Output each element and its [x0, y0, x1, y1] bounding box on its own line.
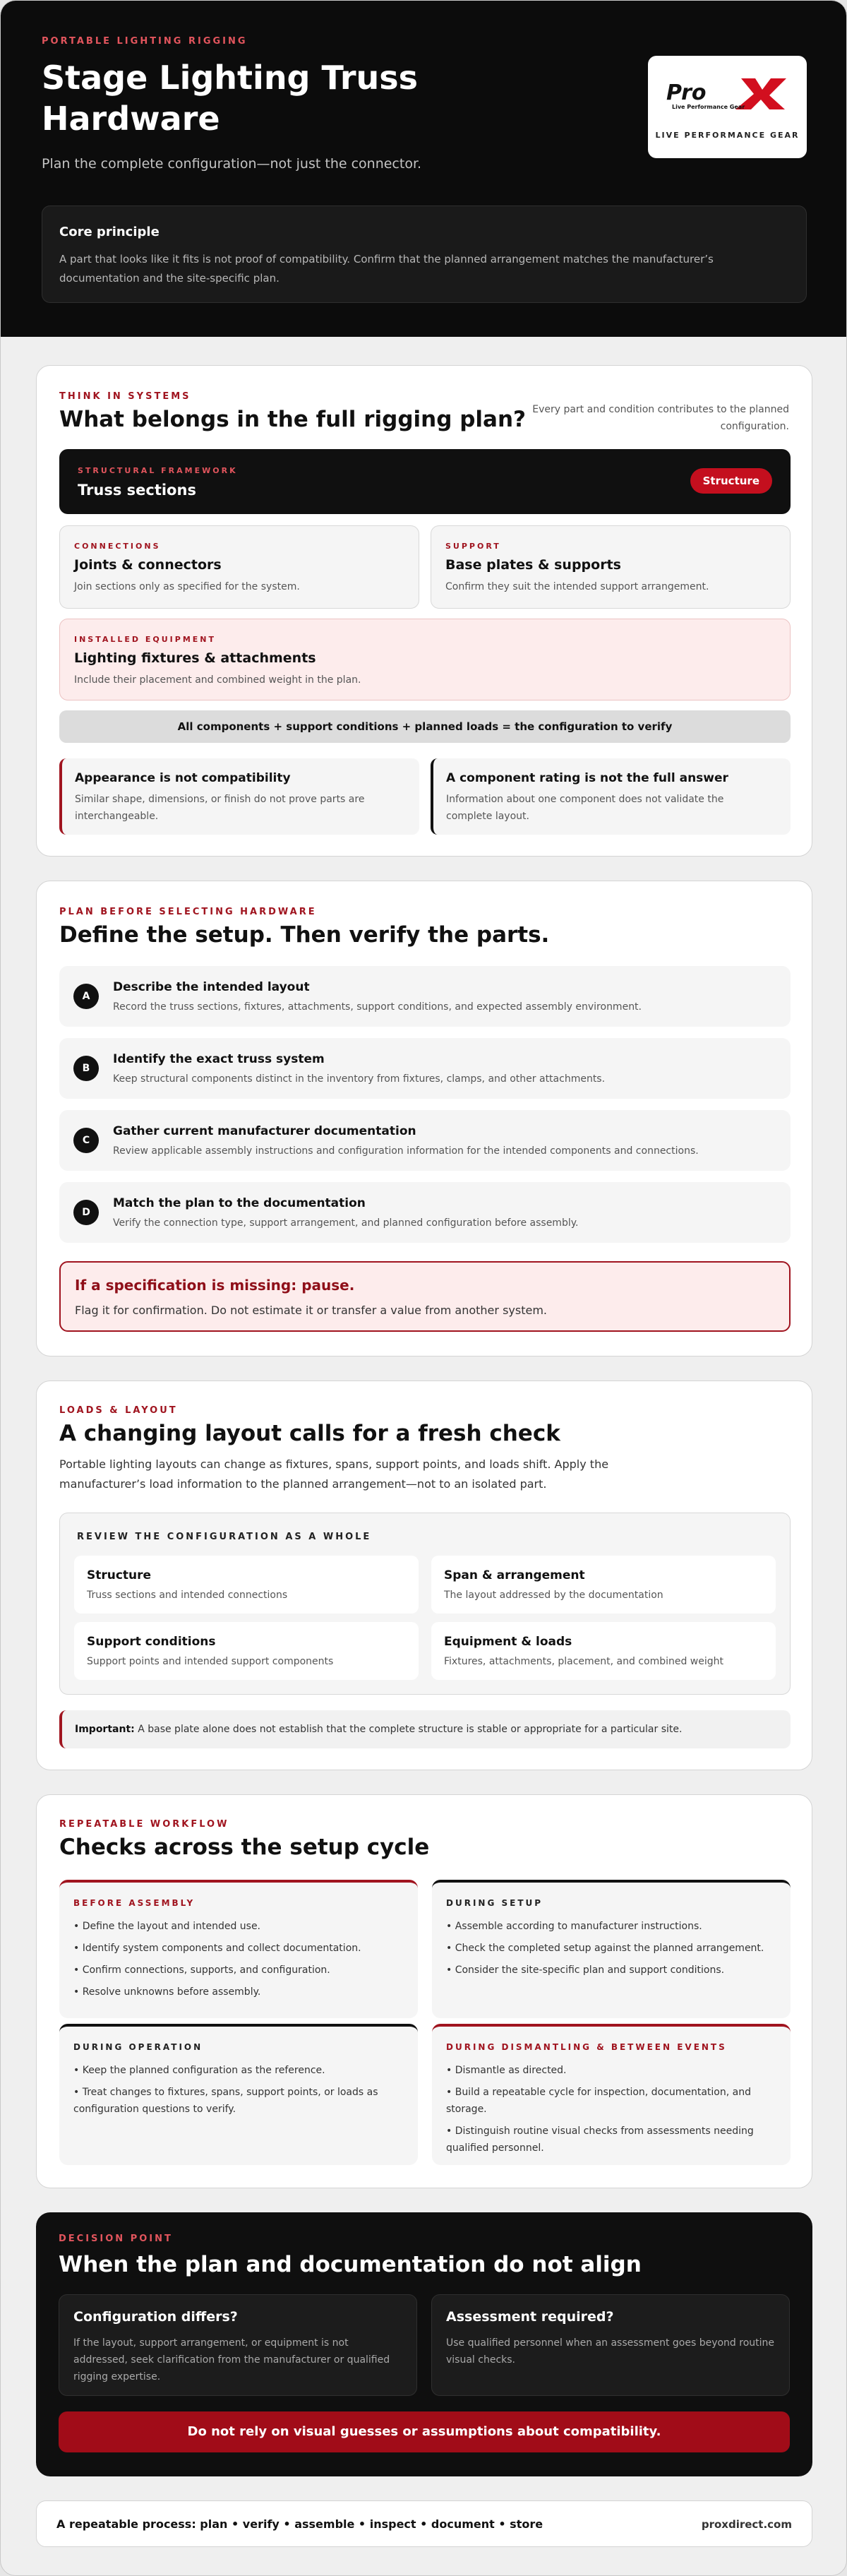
appearance-note-body: Similar shape, dimensions, or finish do not prove parts are interchangeable.	[75, 794, 365, 822]
step-b	[59, 1038, 791, 1099]
core-principle-title: Core principle	[59, 225, 160, 239]
configuration-differs-title: Configuration differs?	[73, 2309, 238, 2325]
dismantling-title: DURING DISMANTLING & BETWEEN EVENTS	[446, 2042, 727, 2052]
list-item: • Confirm connections, supports, and configuration.	[73, 1964, 330, 1976]
step-c	[59, 1110, 791, 1171]
list-item: • Build a repeatable cycle for inspection, documentation, and storage.	[446, 2087, 751, 2115]
workflow-eyebrow: REPEATABLE WORKFLOW	[59, 1819, 229, 1830]
core-principle-body: A part that looks like it fits is not proof of compatibility. Confirm that the planned arrangement matches the manufacturer’s documentation and the site-specific plan.	[59, 253, 714, 285]
rating-note-title: A component rating is not the full answer	[446, 771, 728, 785]
decision-title: When the plan and documentation do not align	[59, 2252, 642, 2277]
during-operation-title: DURING OPERATION	[73, 2042, 203, 2052]
list-item: • Dismantle as directed.	[446, 2065, 567, 2076]
during-setup-list	[446, 1918, 778, 1984]
hero-eyebrow: PORTABLE LIGHTING RIGGING	[42, 36, 248, 47]
svg-text:Pro: Pro	[666, 80, 707, 105]
appearance-note	[59, 758, 419, 835]
missing-spec-alert	[59, 1261, 791, 1332]
review-support-title: Support conditions	[87, 1635, 216, 1649]
list-item: • Assemble according to manufacturer instructions.	[446, 1921, 702, 1932]
configuration-equation: All components + support conditions + planned loads = the configuration to verify	[59, 710, 791, 743]
support-desc: Confirm they suit the intended support arrangement.	[445, 581, 709, 592]
loads-title: A changing layout calls for a fresh check	[59, 1421, 560, 1446]
step-d	[59, 1182, 791, 1243]
missing-spec-body: Flag it for confirmation. Do not estimate it or transfer a value from another system.	[75, 1304, 547, 1317]
systems-eyebrow: THINK IN SYSTEMS	[59, 391, 191, 402]
joints-label: CONNECTIONS	[74, 542, 161, 551]
framework-value: Truss sections	[78, 482, 196, 499]
support-label: SUPPORT	[445, 542, 501, 551]
step-a-body: Record the truss sections, fixtures, attachments, support conditions, and expected assembly environment.	[113, 1001, 642, 1013]
footer	[36, 2500, 812, 2547]
step-a	[59, 966, 791, 1027]
assessment-required-box	[431, 2294, 790, 2396]
systems-card	[36, 365, 812, 857]
systems-note: Every part and condition contributes to the planned configuration.	[532, 404, 789, 432]
warning-banner: Do not rely on visual guesses or assumptions about compatibility.	[59, 2411, 790, 2452]
page-title: Stage Lighting Truss Hardware	[42, 59, 419, 138]
before-assembly-title: BEFORE ASSEMBLY	[73, 1898, 196, 1908]
equipment-label: INSTALLED EQUIPMENT	[74, 635, 216, 644]
review-structure	[74, 1556, 419, 1614]
list-item: • Distinguish routine visual checks from assessments needing qualified personnel.	[446, 2125, 754, 2154]
logo-tagline: LIVE PERFORMANCE GEAR	[655, 131, 800, 140]
step-c-marker: C	[73, 1128, 99, 1153]
step-a-marker: A	[73, 984, 99, 1009]
brand-logo	[648, 56, 807, 158]
important-body: A base plate alone does not establish that the complete structure is stable or appropriate for a particular site.	[134, 1724, 683, 1735]
step-d-body: Verify the connection type, support arrangement, and planned configuration before assembly.	[113, 1217, 579, 1229]
review-equipment-title: Equipment & loads	[444, 1635, 572, 1649]
dismantling-list	[446, 2062, 778, 2161]
loads-eyebrow: LOADS & LAYOUT	[59, 1405, 178, 1416]
important-label: Important:	[75, 1724, 135, 1735]
step-d-title: Match the plan to the documentation	[113, 1196, 366, 1210]
dismantling-panel	[432, 2024, 791, 2165]
loads-card	[36, 1381, 812, 1770]
hero	[1, 1, 847, 337]
structural-framework-box	[59, 449, 791, 514]
svg-text:Live Performance Gear: Live Performance Gear	[672, 104, 745, 110]
assessment-required-title: Assessment required?	[446, 2309, 614, 2325]
list-item: • Check the completed setup against the planned arrangement.	[446, 1943, 764, 1954]
plan-title: Define the setup. Then verify the parts.	[59, 922, 550, 948]
list-item: • Resolve unknowns before assembly.	[73, 1986, 261, 1998]
review-heading: REVIEW THE CONFIGURATION AS A WHOLE	[77, 1532, 372, 1542]
loads-intro: Portable lighting layouts can change as fixtures, spans, support points, and loads shift. Apply the manufacturer’s load information to the planned arrangement—not to an isolated part.	[59, 1457, 609, 1491]
configuration-differs-box	[59, 2294, 417, 2396]
during-operation-panel	[59, 2024, 418, 2165]
during-setup-panel	[432, 1880, 791, 2018]
decision-eyebrow: DECISION POINT	[59, 2234, 173, 2244]
footer-site-link[interactable]: proxdirect.com	[701, 2518, 792, 2531]
review-equipment-body: Fixtures, attachments, placement, and combined weight	[444, 1656, 724, 1667]
review-support-body: Support points and intended support components	[87, 1656, 334, 1667]
assessment-required-body: Use qualified personnel when an assessment goes beyond routine visual checks.	[446, 2337, 775, 2366]
hero-subtitle: Plan the complete configuration—not just the connector.	[42, 156, 422, 172]
step-b-title: Identify the exact truss system	[113, 1052, 325, 1066]
footer-process: A repeatable process: plan • verify • assemble • inspect • document • store	[56, 2517, 543, 2531]
structure-badge: Structure	[690, 468, 772, 494]
rating-note	[431, 758, 791, 835]
before-assembly-list	[73, 1918, 405, 2005]
review-structure-title: Structure	[87, 1568, 152, 1582]
decision-card	[36, 2212, 812, 2476]
prox-logo-mark	[665, 77, 791, 111]
before-assembly-panel	[59, 1880, 418, 2018]
core-principle-box	[42, 205, 807, 303]
missing-spec-title: If a specification is missing: pause.	[75, 1277, 355, 1294]
during-operation-list	[73, 2062, 405, 2123]
rating-note-body: Information about one component does not validate the complete layout.	[446, 794, 724, 822]
step-c-body: Review applicable assembly instructions and configuration information for the intended components and connections.	[113, 1145, 699, 1157]
workflow-card	[36, 1794, 812, 2188]
framework-label: STRUCTURAL FRAMEWORK	[78, 466, 238, 475]
plan-eyebrow: PLAN BEFORE SELECTING HARDWARE	[59, 907, 317, 917]
during-setup-title: DURING SETUP	[446, 1898, 543, 1908]
list-item: • Treat changes to fixtures, spans, support points, or loads as configuration questions to verify.	[73, 2087, 378, 2115]
equipment-box	[59, 619, 791, 700]
support-title: Base plates & supports	[445, 557, 621, 573]
important-note	[59, 1710, 791, 1748]
step-c-title: Gather current manufacturer documentation	[113, 1124, 416, 1138]
list-item: • Keep the planned configuration as the reference.	[73, 2065, 325, 2076]
equipment-title: Lighting fixtures & attachments	[74, 650, 316, 666]
equipment-desc: Include their placement and combined weight in the plan.	[74, 674, 361, 686]
workflow-title: Checks across the setup cycle	[59, 1835, 430, 1860]
review-panel	[59, 1513, 791, 1695]
step-a-title: Describe the intended layout	[113, 980, 310, 994]
step-d-marker: D	[73, 1200, 99, 1225]
review-equipment	[431, 1622, 776, 1680]
review-span-body: The layout addressed by the documentation	[444, 1590, 663, 1601]
configuration-differs-body: If the layout, support arrangement, or equipment is not addressed, seek clarification from the manufacturer or qualified rigging expertise.	[73, 2337, 390, 2383]
supports-box	[431, 525, 791, 609]
plan-card	[36, 881, 812, 1356]
review-span-title: Span & arrangement	[444, 1568, 585, 1582]
joints-box	[59, 525, 419, 609]
list-item: • Define the layout and intended use.	[73, 1921, 261, 1932]
review-span	[431, 1556, 776, 1614]
review-support	[74, 1622, 419, 1680]
joints-title: Joints & connectors	[74, 557, 222, 573]
step-b-marker: B	[73, 1056, 99, 1081]
list-item: • Consider the site-specific plan and support conditions.	[446, 1964, 725, 1976]
joints-desc: Join sections only as specified for the system.	[74, 581, 300, 592]
list-item: • Identify system components and collect documentation.	[73, 1943, 361, 1954]
step-b-body: Keep structural components distinct in the inventory from fixtures, clamps, and other attachments.	[113, 1073, 606, 1085]
review-structure-body: Truss sections and intended connections	[87, 1590, 288, 1601]
appearance-note-title: Appearance is not compatibility	[75, 771, 291, 785]
systems-title: What belongs in the full rigging plan?	[59, 407, 526, 432]
